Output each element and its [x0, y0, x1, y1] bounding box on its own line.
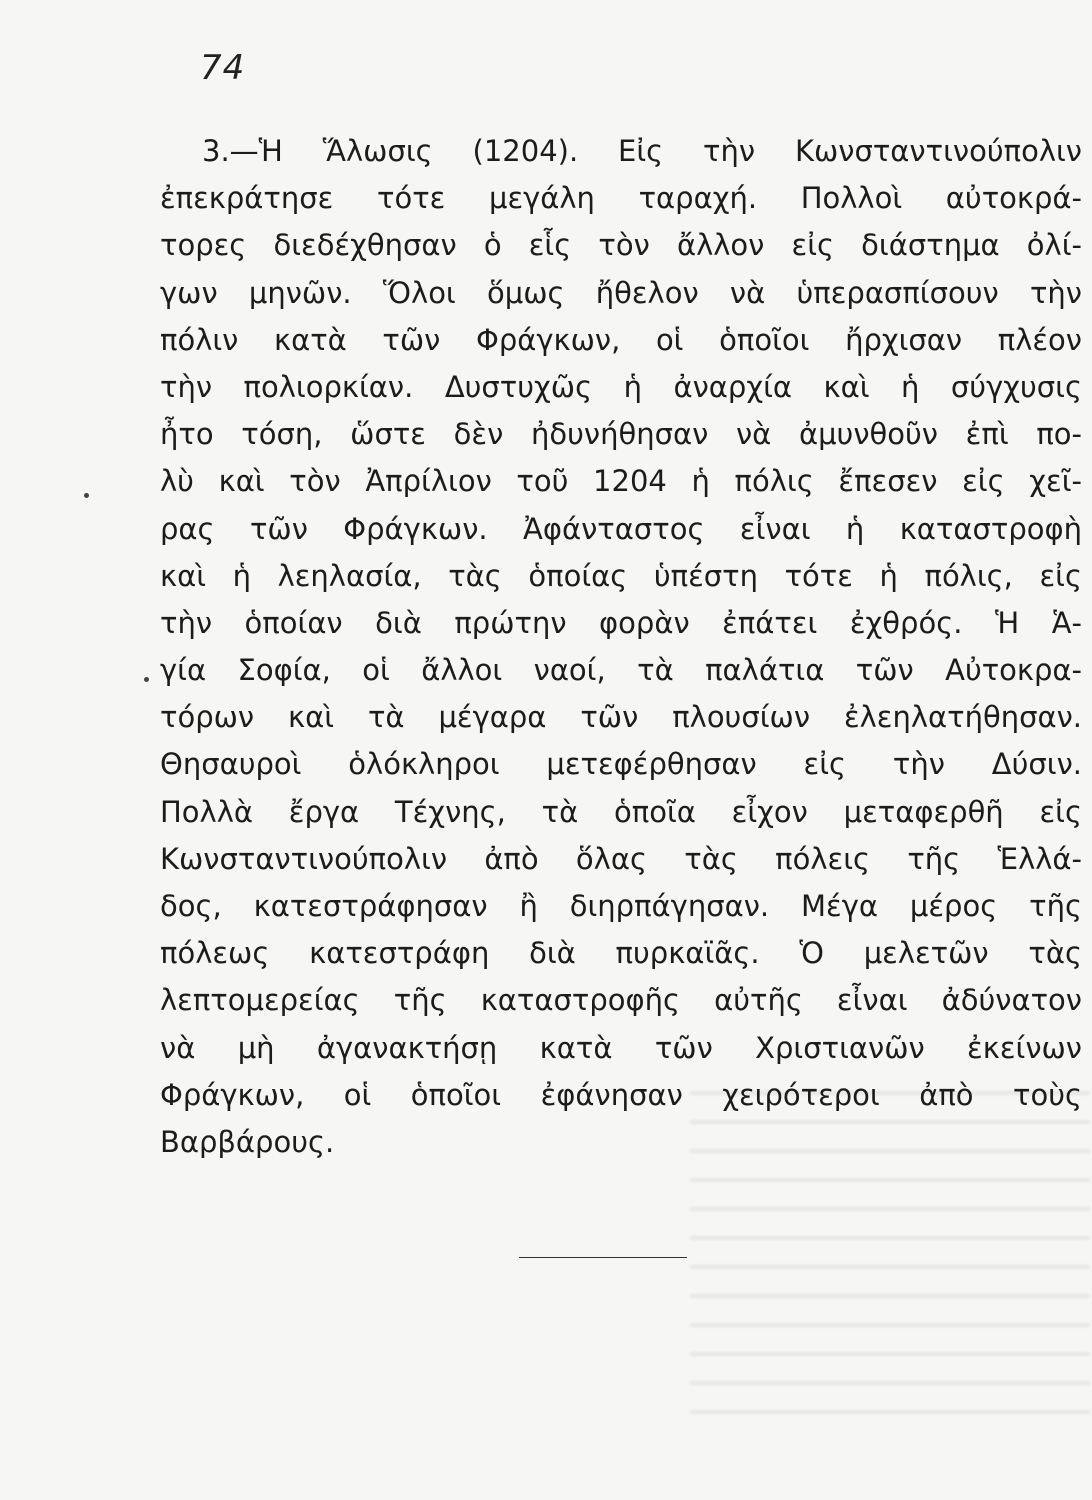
text-line: Βαρβάρους. [160, 1124, 335, 1159]
text-line: πόλεως κατεστράφη διὰ πυρκαϊᾶς. Ὁ μελετῶν τὰς [160, 936, 1082, 971]
text-line: τὴν ὁποίαν διὰ πρώτην φορὰν ἐπάτει ἐχθρός. Ἡ Ἁ- [160, 605, 1082, 640]
text-line: δος, κατεστράφησαν ἢ διηρπάγησαν. Μέγα μέρος τῆς [160, 889, 1082, 923]
text-line: Πολλὰ ἔργα Τέχνης, τὰ ὁποῖα εἶχον μεταφερθῆ εἰς [160, 794, 1082, 829]
text-line: 3.—Ἡ Ἅλωσις (1204). Εἰς τὴν Κωνσταντινούπολιν [202, 134, 1082, 168]
text-line: ρας τῶν Φράγκων. Ἀφάνταστος εἶναι ἡ καταστροφὴ [160, 511, 1082, 546]
margin-mark [84, 493, 89, 498]
page-number: 74 [200, 48, 246, 88]
text-line: τορες διεδέχθησαν ὁ εἷς τὸν ἄλλον εἰς διάστημα ὀλί- [160, 228, 1082, 263]
text-line: λὺ καὶ τὸν Ἀπρίλιον τοῦ 1204 ἡ πόλις ἔπεσεν εἰς χεῖ- [160, 464, 1082, 499]
section-end-rule [519, 1257, 687, 1258]
text-line: Φράγκων, οἱ ὁποῖοι ἐφάνησαν χειρότεροι ἀπὸ τοὺς [160, 1077, 1082, 1112]
text-line: Θησαυροὶ ὁλόκληροι μετεφέρθησαν εἰς τὴν Δύσιν. [160, 747, 1082, 782]
section-text [160, 128, 1082, 1166]
text-line: τὴν πολιορκίαν. Δυστυχῶς ἡ ἀναρχία καὶ ἡ σύγχυσις [160, 369, 1082, 404]
text-line: γία Σοφία, οἱ ἄλλοι ναοί, τὰ παλάτια τῶν Αὐτοκρα- [160, 653, 1082, 688]
text-line: γων μηνῶν. Ὅλοι ὅμως ἤθελον νὰ ὑπερασπίσουν τὴν [160, 275, 1082, 310]
text-line: τόρων καὶ τὰ μέγαρα τῶν πλουσίων ἐλεηλατήθησαν. [160, 700, 1082, 735]
margin-mark [144, 677, 149, 682]
text-line: καὶ ἡ λεηλασία, τὰς ὁποίας ὑπέστη τότε ἡ πόλις, εἰς [160, 558, 1082, 593]
text-line: πόλιν κατὰ τῶν Φράγκων, οἱ ὁποῖοι ἤρχισαν πλέον [160, 322, 1082, 357]
text-line: ἦτο τόση, ὥστε δὲν ἠδυνήθησαν νὰ ἀμυνθοῦν ἐπὶ πο- [160, 417, 1082, 452]
text-line: ἐπεκράτησε τότε μεγάλη ταραχή. Πολλοὶ αὐτοκρά- [160, 181, 1082, 216]
text-line: νὰ μὴ ἀγανακτήσῃ κατὰ τῶν Χριστιανῶν ἐκείνων [160, 1030, 1082, 1065]
text-line: Κωνσταντινούπολιν ἀπὸ ὅλας τὰς πόλεις τῆς Ἑλλά- [160, 841, 1082, 876]
text-line: λεπτομερείας τῆς καταστροφῆς αὐτῆς εἶναι ἀδύνατον [160, 983, 1082, 1018]
